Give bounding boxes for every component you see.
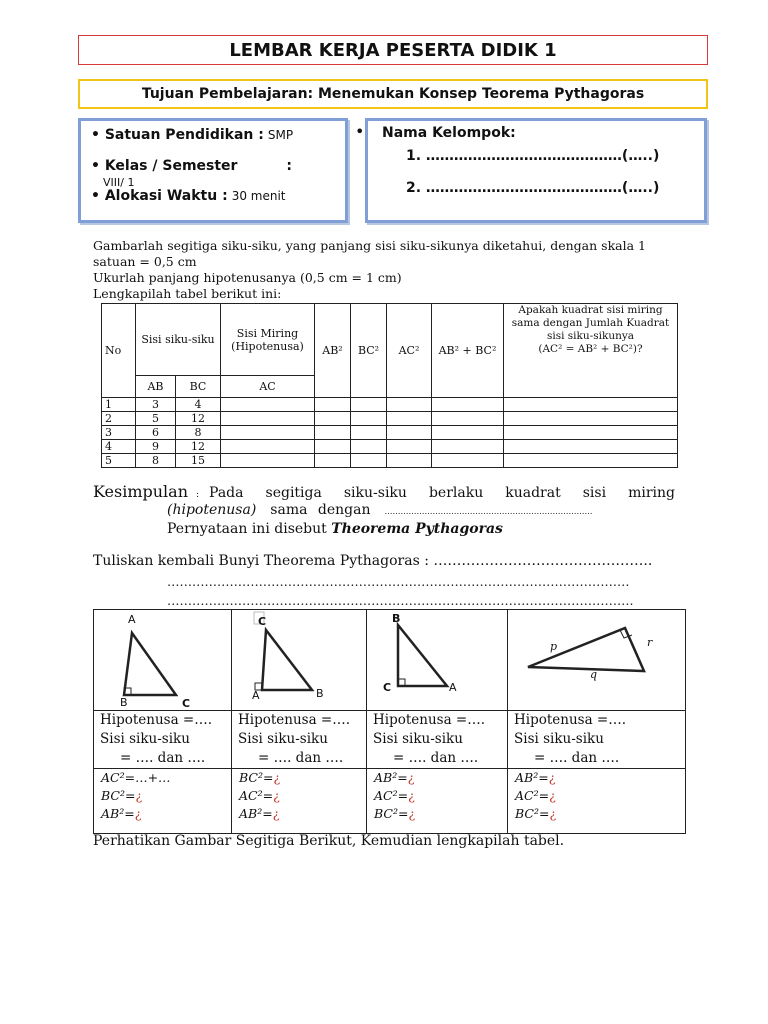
header-sisi-miring: Sisi Miring (Hipotenusa) (221, 304, 315, 376)
cell-no: 2 (102, 412, 136, 426)
triangle-table (93, 609, 686, 834)
table-row (102, 412, 678, 426)
answer-cell[interactable] (432, 398, 504, 412)
cell-ab: 3 (136, 398, 176, 412)
table-row (102, 398, 678, 412)
equation-text: BC²= (101, 788, 136, 803)
dan-line: = …. dan …. (120, 750, 206, 766)
goal-text: Tujuan Pembelajaran: Menemukan Konsep Teorema Pythagoras (141, 86, 645, 102)
equation-line (232, 787, 366, 805)
header-bc2: BC² (351, 304, 387, 398)
table-row (102, 440, 678, 454)
header-no: No (102, 304, 136, 398)
cell-bc: 8 (176, 426, 221, 440)
group-label: Nama Kelompok: (382, 125, 516, 141)
answer-cell[interactable] (387, 426, 432, 440)
sama-dengan: sama dengan (270, 502, 371, 518)
cell-ab: 6 (136, 426, 176, 440)
equation-line (94, 805, 231, 823)
answer-cell[interactable] (387, 454, 432, 468)
vertex-label: A (252, 689, 260, 702)
triangle-4-drawing (508, 610, 685, 710)
equation-answer: ¿ (273, 788, 280, 803)
bullet-icon: • (91, 127, 100, 143)
satuan-value: SMP (267, 128, 294, 142)
triangle-cell-4 (508, 610, 686, 711)
cell-no: 5 (102, 454, 136, 468)
group-member-2[interactable]: 2. ……………………………………(…..) (406, 180, 660, 196)
answer-cell[interactable] (221, 440, 315, 454)
answer-cell[interactable] (387, 412, 432, 426)
header-sum: AB² + BC² (432, 304, 504, 398)
equation-answer: ¿ (407, 770, 415, 785)
satuan-label: Satuan Pendidikan : (104, 127, 264, 143)
conclusion (93, 482, 675, 537)
hypotenuse-fill-cell[interactable] (367, 711, 508, 769)
triangle-1-drawing (94, 610, 231, 710)
equation-text: AB²= (515, 770, 549, 785)
hyp-line: Hipotenusa =…. (514, 712, 627, 728)
equation-answer: ¿ (134, 806, 142, 821)
header-sisi-siku: Sisi siku-siku (136, 304, 221, 376)
pernyataan-text: Pernyataan ini disebut (167, 521, 327, 537)
bullet-icon: • (91, 158, 100, 174)
equation-cell[interactable] (508, 769, 686, 834)
siku-line: Sisi siku-siku (238, 731, 328, 747)
triangle-cell-3 (367, 610, 508, 711)
answer-cell[interactable] (387, 398, 432, 412)
hyp-line: Hipotenusa =…. (100, 712, 213, 728)
equation-cell[interactable] (232, 769, 367, 834)
alokasi-label: Alokasi Waktu : (104, 188, 228, 204)
equation-answer: ¿ (408, 806, 416, 821)
equation-line (367, 805, 507, 823)
answer-cell[interactable] (351, 454, 387, 468)
answer-cell[interactable] (432, 412, 504, 426)
header-ab2: AB² (315, 304, 351, 398)
equation-answer: ¿ (548, 770, 556, 785)
answer-cell[interactable] (351, 426, 387, 440)
equation-text: AC²= (374, 788, 409, 803)
group-member-1[interactable]: 1. ……………………………………(…..) (406, 148, 660, 164)
hyp-line: Hipotenusa =…. (373, 712, 486, 728)
cell-bc: 12 (176, 412, 221, 426)
equation-line (94, 787, 231, 805)
bullet-icon: • (91, 188, 100, 204)
instruction-line-3: Ukurlah panjang hipotenusanya (0,5 cm = 1 cm) (93, 270, 402, 285)
vertex-label: C (383, 681, 392, 694)
answer-cell[interactable] (315, 398, 351, 412)
kelas-line (91, 158, 292, 174)
instruction-line-4: Lengkapilah tabel berikut ini: (93, 286, 282, 301)
answer-cell[interactable] (315, 440, 351, 454)
vertex-label: C (182, 697, 191, 710)
satuan-line (91, 127, 293, 143)
equation-answer: ¿ (549, 806, 557, 821)
table-row (102, 454, 678, 468)
conclusion-word: Kesimpulan (93, 482, 188, 501)
cell-no: 1 (102, 398, 136, 412)
siku-line: Sisi siku-siku (100, 731, 190, 747)
header-ab: AB (136, 376, 176, 398)
equation-text: BC²= (374, 806, 409, 821)
cell-bc: 4 (176, 398, 221, 412)
side-label: r (647, 636, 653, 649)
kelas-label: Kelas / Semester (104, 158, 238, 174)
answer-cell[interactable] (504, 398, 678, 412)
dan-line: = …. dan …. (393, 750, 479, 766)
equation-text: AB²= (239, 806, 273, 821)
group-name-box (365, 118, 707, 223)
equation-answer: ¿ (135, 788, 143, 803)
header-ac2: AC² (387, 304, 432, 398)
cell-no: 3 (102, 426, 136, 440)
equation-line (508, 805, 685, 823)
kelas-value: VIII/ 1 (103, 176, 135, 189)
school-info-box (78, 118, 348, 223)
answer-cell[interactable] (504, 412, 678, 426)
header-ac: AC (221, 376, 315, 398)
equation-text: AB²= (101, 806, 135, 821)
answer-cell[interactable] (432, 440, 504, 454)
side-label: p (550, 640, 558, 653)
equation-line (232, 769, 366, 787)
equation-cell[interactable] (367, 769, 508, 834)
vertex-label: B (392, 612, 401, 625)
answer-cell[interactable] (387, 440, 432, 454)
alokasi-value: 30 menit (231, 189, 286, 203)
theorem-name: Theorema Pythagoras (331, 521, 503, 537)
cell-bc: 15 (176, 454, 221, 468)
vertex-label: B (120, 696, 128, 709)
vertex-label: A (449, 681, 457, 694)
side-label: q (590, 668, 598, 681)
answer-cell[interactable] (432, 454, 504, 468)
equation-answer: ¿ (273, 770, 281, 785)
equation-line (367, 769, 507, 787)
cell-ab: 5 (136, 412, 176, 426)
worksheet-title (78, 35, 708, 65)
table-row (102, 426, 678, 440)
answer-cell[interactable] (504, 440, 678, 454)
equation-text: BC²= (239, 770, 274, 785)
measurement-table (101, 303, 678, 468)
equation-answer: ¿ (549, 788, 556, 803)
equation-line (232, 805, 366, 823)
cell-bc: 12 (176, 440, 221, 454)
siku-line: Sisi siku-siku (514, 731, 604, 747)
bullet-icon: • (355, 122, 365, 141)
answer-cell[interactable] (315, 454, 351, 468)
answer-cell[interactable] (504, 426, 678, 440)
equation-text: BC²= (515, 806, 550, 821)
answer-cell[interactable] (504, 454, 678, 468)
rewrite-prompt: Tuliskan kembali Bunyi Theorema Pythagoras : ……………………………………….. (93, 553, 653, 569)
answer-cell[interactable] (221, 426, 315, 440)
instruction-line-2: satuan = 0,5 cm (93, 254, 197, 269)
hypotenuse-fill-cell[interactable] (232, 711, 367, 769)
header-bc: BC (176, 376, 221, 398)
answer-cell[interactable] (351, 398, 387, 412)
hypotenuse-fill-cell[interactable] (94, 711, 232, 769)
cell-ab: 8 (136, 454, 176, 468)
triangle-3-drawing (367, 610, 507, 710)
equation-line (508, 769, 685, 787)
answer-cell[interactable] (315, 412, 351, 426)
cell-no: 4 (102, 440, 136, 454)
alokasi-line (91, 188, 286, 204)
equation-line (508, 787, 685, 805)
equation-text: AC²=…+… (101, 770, 171, 785)
equation-line (94, 769, 231, 787)
answer-cell[interactable] (351, 412, 387, 426)
equation-text: AC²= (239, 788, 274, 803)
instruction-line-1: Gambarlah segitiga siku-siku, yang panjang sisi siku-sikunya diketahui, dengan skala 1 (93, 238, 646, 253)
answer-cell[interactable] (221, 454, 315, 468)
equation-cell[interactable] (94, 769, 232, 834)
conclusion-colon: : (196, 490, 200, 500)
cell-ab: 9 (136, 440, 176, 454)
answer-cell[interactable] (432, 426, 504, 440)
equation-text: AC²= (515, 788, 550, 803)
equation-line (367, 787, 507, 805)
dan-line: = …. dan …. (534, 750, 620, 766)
vertex-label: A (128, 613, 136, 626)
answer-cell[interactable] (221, 412, 315, 426)
vertex-label: C (258, 615, 267, 628)
kelas-colon: : (286, 158, 292, 174)
hypotenuse-fill-cell[interactable] (508, 711, 686, 769)
rewrite-line-2[interactable]: …………………………………………………………………………………………………. (167, 593, 634, 608)
question-formula: (AC² = AB² + BC²)? (538, 343, 643, 355)
answer-cell[interactable] (351, 440, 387, 454)
answer-cell[interactable] (315, 426, 351, 440)
vertex-label: B (316, 687, 324, 700)
rewrite-line-1[interactable]: ………………………………………………………………………………………………… (167, 574, 630, 589)
equation-answer: ¿ (408, 788, 415, 803)
conclusion-text: Pada segitiga siku-siku berlaku kuadrat sisi miring (209, 485, 675, 501)
header-question (504, 304, 678, 398)
title-text: LEMBAR KERJA PESERTA DIDIK 1 (229, 39, 557, 61)
triangle-cell-1 (94, 610, 232, 711)
question-text: Apakah kuadrat sisi miring sama dengan Jumlah Kuadrat sisi siku-sikunya (511, 304, 670, 342)
equation-answer: ¿ (272, 806, 280, 821)
dan-line: = …. dan …. (258, 750, 344, 766)
learning-goal-box (78, 79, 708, 109)
equation-text: AB²= (374, 770, 408, 785)
siku-line: Sisi siku-siku (373, 731, 463, 747)
hyp-line: Hipotenusa =…. (238, 712, 351, 728)
answer-cell[interactable] (221, 398, 315, 412)
hipotenusa-word: (hipotenusa) (167, 502, 257, 518)
triangle-cell-2 (232, 610, 367, 711)
conclusion-blank[interactable]: …………………………………………………………………… (384, 507, 593, 516)
footer-instruction: Perhatikan Gambar Segitiga Berikut, Kemudian lengkapilah tabel. (93, 833, 565, 849)
